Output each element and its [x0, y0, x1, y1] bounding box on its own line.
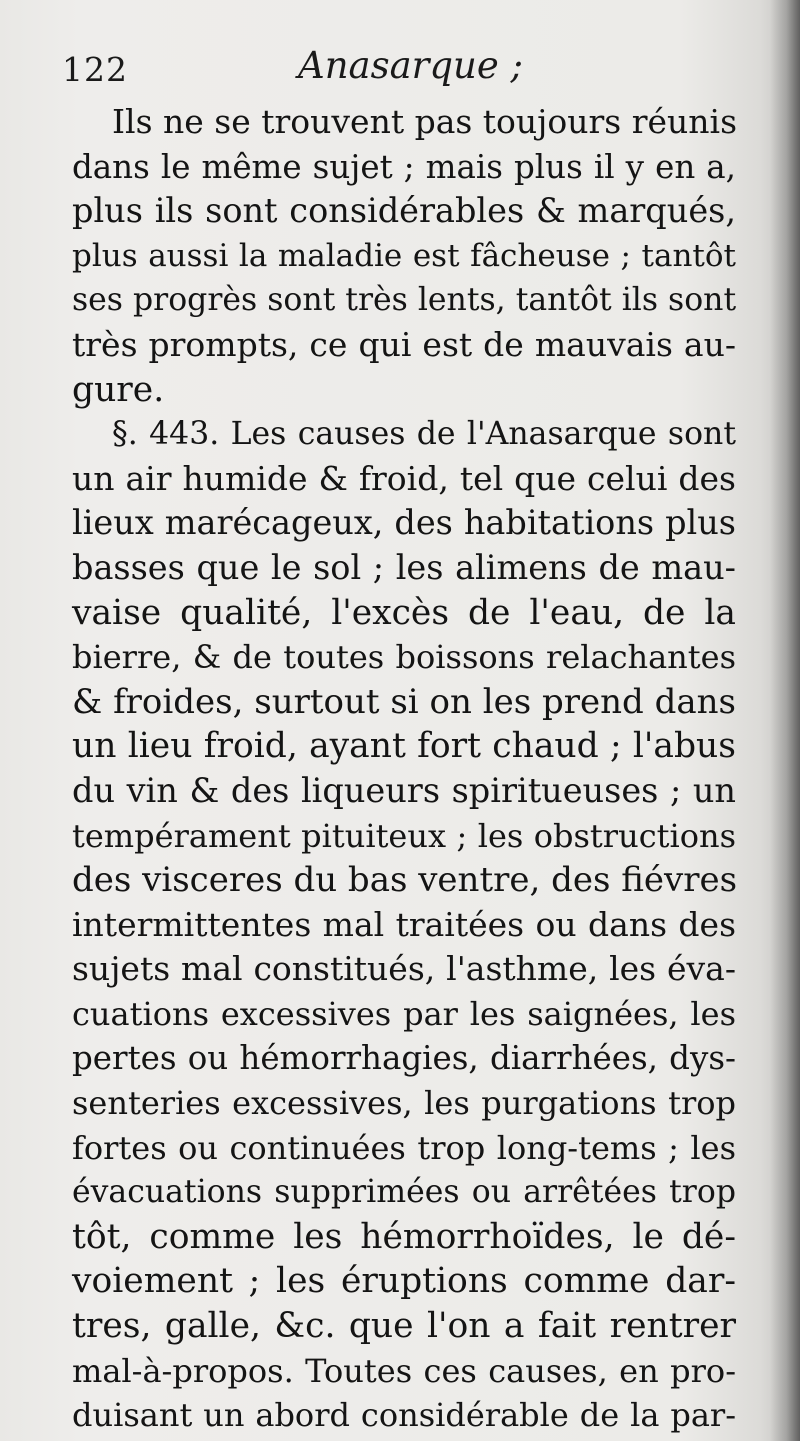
text-line: vaise qualité, l'excès de l'eau, de la: [72, 592, 736, 633]
text-line: un lieu froid, ayant fort chaud ; l'abus: [72, 726, 736, 767]
text-line: un air humide & froid, tel que celui des: [72, 458, 736, 498]
text-line: & froides, surtout si on les prend dans: [72, 681, 736, 722]
page-number: 122: [62, 50, 128, 89]
text-line: dans le même sujet ; mais plus il y en a,: [72, 147, 736, 186]
text-line: ses progrès sont très lents, tantôt ils sont: [72, 282, 737, 319]
text-line: du vin & des liqueurs spiritueuses ; un: [72, 770, 736, 810]
text-line: tempérament pituiteux ; les obstructions: [72, 816, 736, 855]
text-line: tôt, comme les hémorrhoïdes, le dé-: [72, 1216, 736, 1257]
text-line: cuations excessives par les saignées, les: [72, 994, 736, 1033]
text-line: plus aussi la maladie est fâcheuse ; tantôt: [72, 237, 736, 274]
text-line: bierre, & de toutes boissons relachantes: [72, 638, 736, 677]
text-line: pertes ou hémorrhagies, diarrhées, dys-: [72, 1039, 736, 1078]
text-line: plus ils sont considérables & marqués,: [72, 191, 736, 231]
text-line: sujets mal constitués, l'asthme, les éva-: [72, 949, 736, 989]
text-line: duisant un abord considérable de la par-: [72, 1396, 736, 1435]
section-heading-line: §. 443. Les causes de l'Anasarque sont: [112, 416, 736, 453]
text-line: tres, galle, &c. que l'on a fait rentrer: [72, 1306, 736, 1347]
text-line: évacuations supprimées ou arrêtées trop: [72, 1174, 736, 1211]
text-line: des visceres du bas ventre, des fiévres: [72, 860, 738, 901]
text-line: très prompts, ce qui est de mauvais au-: [72, 324, 736, 364]
running-title: Anasarque ;: [298, 44, 523, 87]
text-line: basses que le sol ; les alimens de mau-: [72, 547, 736, 587]
text-line: gure.: [72, 369, 165, 410]
text-line: intermittentes mal traitées ou dans des: [72, 904, 736, 944]
body-text: [72, 100, 736, 1438]
text-line: Ils ne se trouvent pas toujours réunis: [112, 102, 738, 141]
text-line: fortes ou continuées trop long-tems ; les: [72, 1128, 736, 1167]
page-header: [62, 44, 742, 96]
text-line: voiement ; les éruptions comme dar-: [72, 1261, 736, 1302]
text-line: senteries excessives, les purgations trop: [72, 1084, 736, 1123]
text-line: mal-à-propos. Toutes ces causes, en pro-: [72, 1351, 736, 1390]
text-line: lieux marécageux, des habitations plus: [72, 503, 736, 543]
page-edge-shadow: [770, 0, 800, 1441]
